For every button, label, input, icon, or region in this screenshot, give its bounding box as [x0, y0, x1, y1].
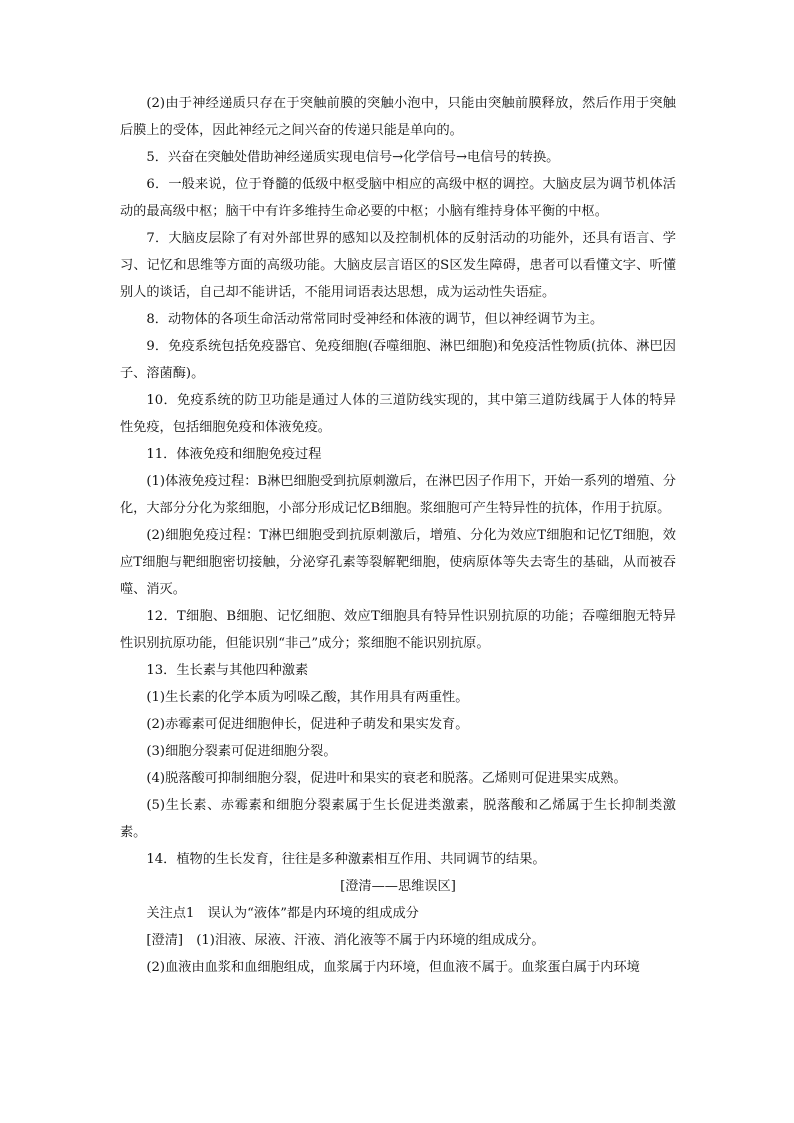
clarification-line-2: (2)血液由血浆和血细胞组成，血浆属于内环境，但血液不属于。血浆蛋白属于内环境 [146, 960, 640, 975]
paragraph-11: 13．生长素与其他四种激素 [146, 663, 309, 678]
paragraph-1: 5．兴奋在突触处借助神经递质实现电信号→化学信号→电信号的转换。 [146, 150, 560, 165]
paragraph-12: (1)生长素的化学本质为吲哚乙酸，其作用具有两重性。 [146, 690, 469, 705]
paragraph-0: (2)由于神经递质只存在于突触前膜的突触小泡中，只能由突触前膜释放，然后作用于突触后膜上的受体，因此神经元之间兴奋的传递只能是单向的。 [120, 96, 676, 138]
paragraph-block [120, 90, 676, 873]
paragraph-15: (4)脱落酸可抑制细胞分裂，促进叶和果实的衰老和脱落。乙烯则可促进果实成熟。 [146, 771, 627, 786]
paragraph-2: 6．一般来说，位于脊髓的低级中枢受脑中相应的高级中枢的调控。大脑皮层为调节机体活动的最高级中枢；脑干中有许多维持生命必要的中枢；小脑有维持身体平衡的中枢。 [120, 177, 676, 219]
paragraph-17: 14．植物的生长发育，往往是多种激素相互作用、共同调节的结果。 [146, 852, 546, 867]
clarification-line-1: [澄清] (1)泪液、尿液、汗液、消化液等不属于内环境的组成成分。 [146, 933, 545, 948]
paragraph-3: 7．大脑皮层除了有对外部世界的感知以及控制机体的反射活动的功能外，还具有语言、学习、记忆和思维等方面的高级功能。大脑皮层言语区的S区发生障碍，患者可以看懂文字、听懂别人的谈话，自己却不能讲话，不能用词语表达思想，成为运动性失语症。 [120, 231, 676, 300]
paragraph-10: 12．T细胞、B细胞、记忆细胞、效应T细胞具有特异性识别抗原的功能；吞噬细胞无特异性识别抗原功能，但能识别“非己”成分；浆细胞不能识别抗原。 [120, 609, 676, 651]
paragraph-4: 8．动物体的各项生命活动常常同时受神经和体液的调节，但以神经调节为主。 [146, 312, 604, 327]
paragraph-9: (2)细胞免疫过程：T淋巴细胞受到抗原刺激后，增殖、分化为效应T细胞和记忆T细胞，效应T细胞与靶细胞密切接触，分泌穿孔素等裂解靶细胞，使病原体等失去寄生的基础，从而被吞噬、消灭。 [120, 528, 676, 597]
paragraph-7: 11．体液免疫和细胞免疫过程 [146, 447, 322, 462]
clarification-block [120, 900, 676, 981]
paragraph-13: (2)赤霉素可促进细胞伸长，促进种子萌发和果实发育。 [146, 717, 469, 732]
section-heading: [澄清——思维误区] [340, 879, 456, 894]
paragraph-14: (3)细胞分裂素可促进细胞分裂。 [146, 744, 337, 759]
paragraph-16: (5)生长素、赤霉素和细胞分裂素属于生长促进类激素，脱落酸和乙烯属于生长抑制类激素。 [120, 798, 676, 840]
paragraph-5: 9．免疫系统包括免疫器官、免疫细胞(吞噬细胞、淋巴细胞)和免疫活性物质(抗体、淋巴因子、溶菌酶)。 [120, 339, 676, 381]
paragraph-8: (1)体液免疫过程：B淋巴细胞受到抗原刺激后，在淋巴因子作用下，开始一系列的增殖、分化，大部分分化为浆细胞，小部分形成记忆B细胞。浆细胞可产生特异性的抗体，作用于抗原。 [120, 474, 676, 516]
paragraph-6: 10．免疫系统的防卫功能是通过人体的三道防线实现的，其中第三道防线属于人体的特异性免疫，包括细胞免疫和体液免疫。 [120, 393, 676, 435]
document-page [120, 90, 676, 981]
clarification-line-0: 关注点1 误认为“液体”都是内环境的组成成分 [146, 906, 419, 921]
